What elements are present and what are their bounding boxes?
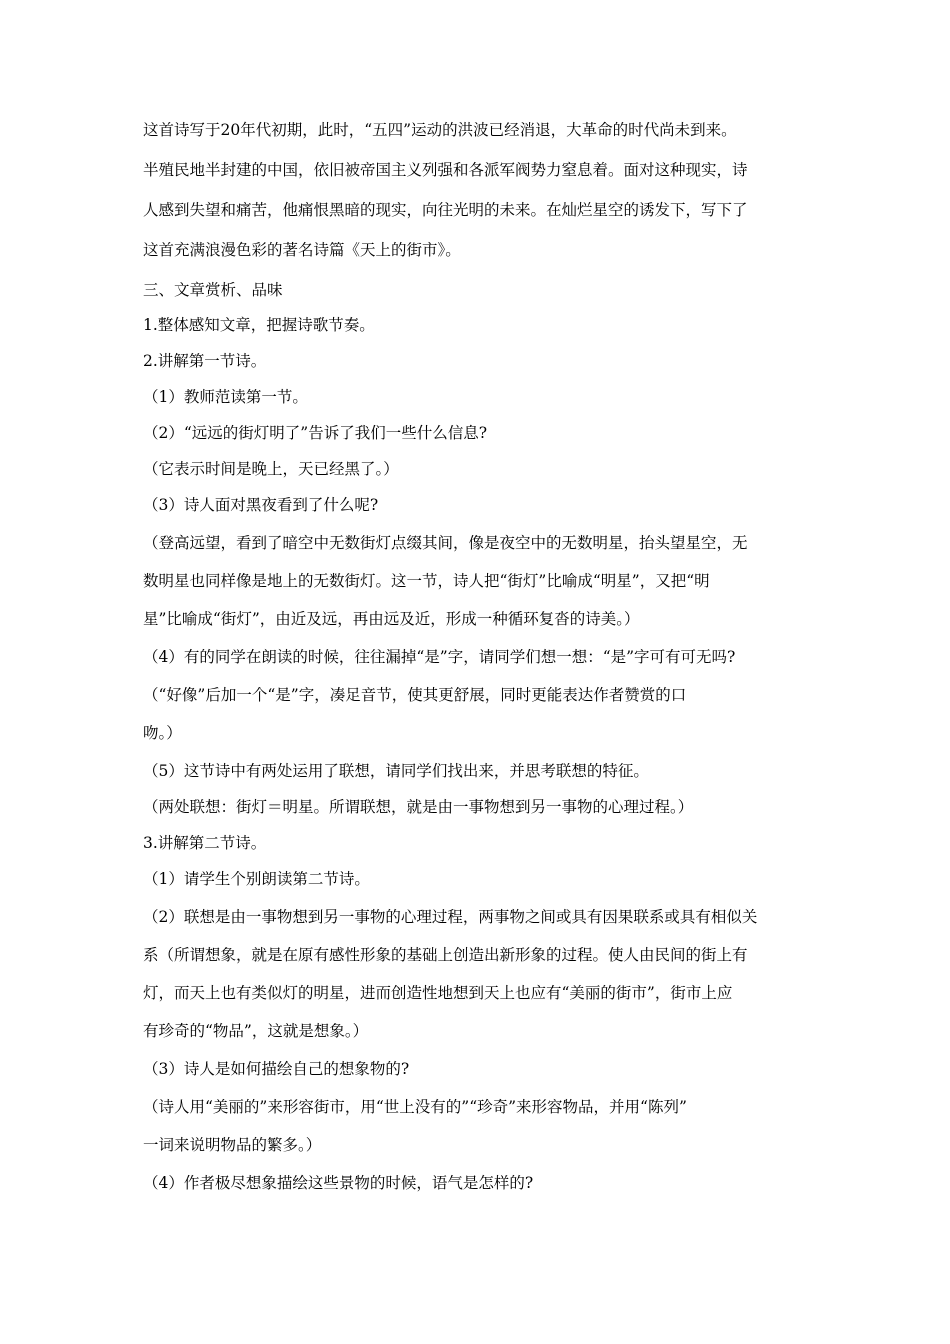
- question-line: （3）诗人是如何描绘自己的想象物的?: [143, 1060, 410, 1078]
- question-line: （5）这节诗中有两处运用了联想，请同学们找出来，并思考联想的特征。: [143, 762, 649, 780]
- answer-line: （登高远望，看到了暗空中无数街灯点缀其间，像是夜空中的无数明星，抬头望星空，无: [143, 534, 748, 552]
- paragraph-line: 这首诗写于20年代初期，此时，“五四”运动的洪波已经消退，大革命的时代尚未到来。: [143, 121, 737, 139]
- answer-line: 星”比喻成“街灯”，由近及远，再由远及近，形成一种循环复沓的诗美。）: [143, 610, 640, 628]
- paragraph-line: 半殖民地半封建的中国，依旧被帝国主义列强和各派军阀势力窒息着。面对这种现实，诗: [143, 161, 748, 179]
- question-line: （1）请学生个别朗读第二节诗。: [143, 870, 370, 888]
- question-line: （2）“远远的街灯明了”告诉了我们一些什么信息?: [143, 424, 488, 442]
- subsection-heading: 3.讲解第二节诗。: [143, 834, 267, 852]
- question-line: 有珍奇的“物品”，这就是想象。）: [143, 1022, 369, 1040]
- answer-line: 一词来说明物品的繁多。）: [143, 1136, 322, 1154]
- question-line: 灯，而天上也有类似灯的明星，进而创造性地想到天上也应有“美丽的街市”，街市上应: [143, 984, 733, 1002]
- answer-line: （诗人用“美丽的”来形容街市，用“世上没有的”“珍奇”来形容物品，并用“陈列”: [143, 1098, 687, 1116]
- question-line: （3）诗人面对黑夜看到了什么呢?: [143, 496, 379, 514]
- answer-line: 吻。）: [143, 724, 182, 742]
- question-line: （4）作者极尽想象描绘这些景物的时候，语气是怎样的?: [143, 1174, 534, 1192]
- paragraph-line: 人感到失望和痛苦，他痛恨黑暗的现实，向往光明的未来。在灿烂星空的诱发下，写下了: [143, 201, 748, 219]
- answer-line: （它表示时间是晚上，天已经黑了。）: [143, 460, 399, 478]
- answer-line: （两处联想：街灯＝明星。所谓联想，就是由一事物想到另一事物的心理过程。）: [143, 798, 694, 816]
- answer-line: （“好像”后加一个“是”字，凑足音节，使其更舒展，同时更能表达作者赞赏的口: [143, 686, 687, 704]
- paragraph-line: 这首充满浪漫色彩的著名诗篇《天上的街市》。: [143, 241, 461, 259]
- subsection-heading: 1.整体感知文章，把握诗歌节奏。: [143, 316, 375, 334]
- question-line: （1）教师范读第一节。: [143, 388, 308, 406]
- subsection-heading: 2.讲解第一节诗。: [143, 352, 267, 370]
- question-line: （4）有的同学在朗读的时候，往往漏掉“是”字，请同学们想一想：“是”字可有可无吗?: [143, 648, 736, 666]
- question-line: 系（所谓想象，就是在原有感性形象的基础上创造出新形象的过程。使人由民间的街上有: [143, 946, 748, 964]
- answer-line: 数明星也同样像是地上的无数街灯。这一节，诗人把“街灯”比喻成“明星”，又把“明: [143, 572, 710, 590]
- question-line: （2）联想是由一事物想到另一事物的心理过程，两事物之间或具有因果联系或具有相似关: [143, 908, 758, 926]
- section-heading: 三、文章赏析、品味: [143, 281, 283, 299]
